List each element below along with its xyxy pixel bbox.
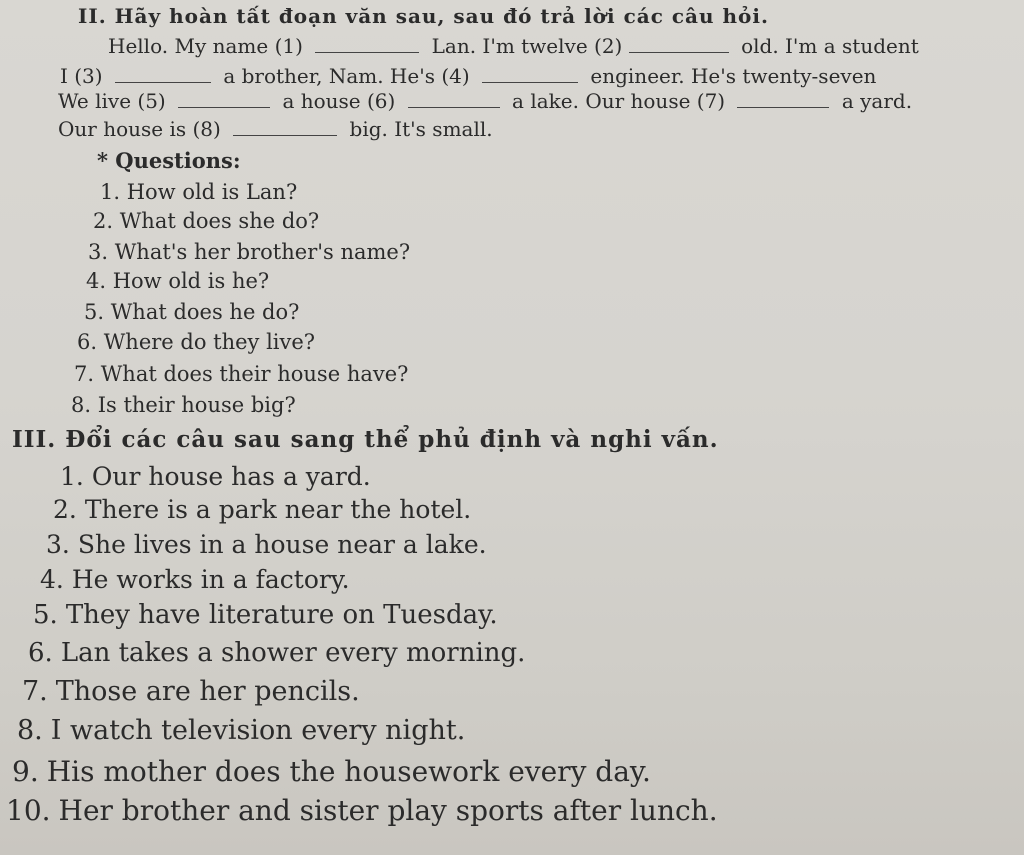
sentence-item [60, 462, 371, 491]
passage-text: Our house is (8) [58, 117, 221, 141]
sentence-text: His mother does the housework every day. [46, 755, 651, 788]
blank-6[interactable] [408, 93, 500, 108]
question-item: 8. Is their house big? [71, 393, 296, 417]
sentence-item [17, 715, 465, 746]
sentence-number: 2. [53, 495, 77, 524]
sentence-text: He works in a factory. [71, 565, 350, 594]
blank-1[interactable] [315, 38, 419, 53]
passage-text: a brother, Nam. He's (4) [223, 64, 470, 88]
sentence-number: 6. [28, 638, 53, 668]
sentence-item [53, 495, 471, 524]
passage-text: a yard. [841, 89, 913, 113]
sentence-text: There is a park near the hotel. [84, 495, 472, 524]
sentence-item [33, 600, 498, 630]
question-item: 7. What does their house have? [74, 362, 409, 386]
blank-2[interactable] [629, 38, 729, 53]
question-item: 1. How old is Lan? [100, 180, 298, 204]
passage-text: a lake. Our house (7) [512, 89, 726, 113]
sentence-item [6, 794, 718, 827]
passage-text: We live (5) [58, 89, 166, 113]
passage-text: big. It's small. [349, 117, 493, 141]
question-item: 2. What does she do? [93, 209, 320, 233]
sentence-text: Our house has a yard. [91, 462, 371, 491]
sentence-item [12, 755, 651, 788]
sentence-number: 8. [17, 715, 43, 746]
question-item: 4. How old is he? [86, 269, 270, 293]
sentence-text: She lives in a house near a lake. [77, 530, 487, 559]
passage-text: engineer. He's twenty-seven [590, 64, 877, 88]
sentence-number: 9. [12, 755, 39, 788]
sentence-number: 5. [33, 600, 58, 630]
sentence-number: 3. [46, 530, 70, 559]
sentence-text: They have literature on Tuesday. [65, 600, 498, 630]
sentence-number: 7. [22, 676, 48, 707]
blank-3[interactable] [115, 68, 211, 83]
sentence-item [28, 638, 525, 668]
blank-4[interactable] [482, 68, 578, 83]
sentence-text: Her brother and sister play sports after lunch. [58, 794, 718, 827]
sentence-number: 4. [40, 565, 64, 594]
passage-text: Hello. My name (1) [108, 34, 303, 58]
blank-5[interactable] [178, 93, 270, 108]
sentence-text: Lan takes a shower every morning. [60, 638, 526, 668]
passage-line-2 [60, 64, 876, 88]
sentence-item [40, 565, 350, 594]
sentence-item [46, 530, 487, 559]
question-item: 3. What's her brother's name? [88, 240, 411, 264]
section-3-title: III. Đổi các câu sau sang thể phủ định và nghi vấn. [12, 426, 719, 453]
blank-8[interactable] [233, 121, 337, 136]
passage-line-1 [108, 34, 919, 58]
passage-text: Lan. I'm twelve (2) [431, 34, 623, 58]
passage-line-4 [58, 117, 493, 141]
passage-text: I (3) [60, 64, 103, 88]
section-2-title: II. Hãy hoàn tất đoạn văn sau, sau đó trả lời các câu hỏi. [78, 4, 769, 28]
passage-line-3 [58, 89, 912, 113]
questions-heading: * Questions: [97, 148, 241, 173]
passage-text: a house (6) [282, 89, 396, 113]
sentence-text: I watch television every night. [50, 715, 466, 746]
sentence-item [22, 676, 360, 707]
blank-7[interactable] [737, 93, 829, 108]
passage-text: old. I'm a student [741, 34, 919, 58]
sentence-number: 10. [6, 794, 51, 827]
question-item: 5. What does he do? [84, 300, 300, 324]
sentence-text: Those are her pencils. [55, 676, 360, 707]
sentence-number: 1. [60, 462, 84, 491]
question-item: 6. Where do they live? [77, 330, 316, 354]
